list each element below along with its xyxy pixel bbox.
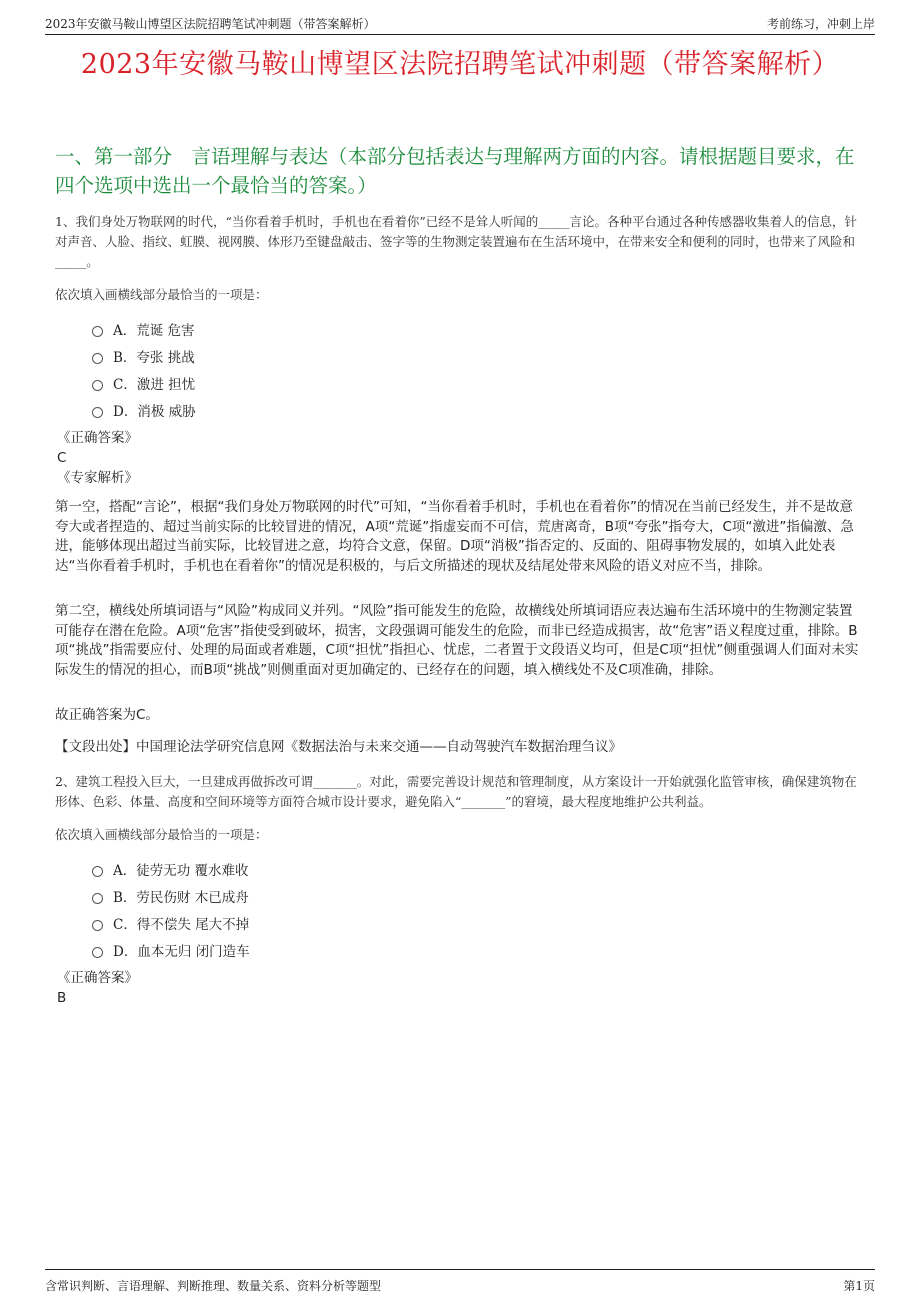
page-footer [45,1269,875,1294]
radio-icon[interactable] [92,920,103,931]
question-1-instruction: 依次填入画横线部分最恰当的一项是： [55,287,268,302]
radio-icon[interactable] [92,947,103,958]
footer-page-number: 第1页 [843,1279,875,1293]
footer-left-text: 含常识判断、言语理解、判断推理、数量关系、资料分析等题型 [45,1279,382,1293]
radio-icon[interactable] [92,866,103,877]
radio-icon[interactable] [92,326,103,337]
option-label: B．劳民伤财 木已成舟 [113,889,249,906]
question-2-option-d[interactable] [92,936,250,963]
option-label: A．徒劳无功 覆水难收 [113,862,249,879]
answer-label: 《正确答案》 [57,430,138,446]
answer-value: B [57,990,67,1006]
header-left-title: 2023年安徽马鞍山博望区法院招聘笔试冲刺题（带答案解析） [45,17,376,31]
question-2-option-a[interactable] [92,855,250,882]
analysis-paragraph-2: 第二空，横线处所填词语与“风险”构成同义并列。“风险”指可能发生的危险，故横线处所填词语应表达遍布生活环境中的生物测定装置可能存在潜在危险。A项“危害”指使受到破坏，损害，文段强调可能发生的危险，而非已经造成损害，故“危害”语义程度过重，排除。B项“挑战”指需要应付、处理的局面或者难题，C项“担忧”指担心、忧虑，二者置于文段语义均可，但是C项“担忧”侧重强调人们面对未实际发生的情况的担心，而B项“挑战”则侧重面对更加确定的、已经存在的问题，填入横线处不及C项准确，排除。 [55,603,859,678]
question-1-options [92,315,196,423]
question-1-text: 1、我们身处万物联网的时代，“当你看着手机时，手机也在看着你”已经不是耸人听闻的_____言论。各种平台通过各种传感器收集着人的信息，针对声音、人脸、指纹、虹膜、视网膜、体形乃至键盘敲击、签字等的生物测定装置遍布在生活环境中，在带来安全和便利的同时，也带来了风险和_____。 [55,214,857,269]
question-2-answer-block [57,968,138,1008]
analysis-conclusion: 故正确答案为C。 [55,707,159,723]
question-1-option-a[interactable] [92,315,196,342]
radio-icon[interactable] [92,407,103,418]
question-2-options [92,855,250,963]
radio-icon[interactable] [92,353,103,364]
question-1-option-c[interactable] [92,369,196,396]
analysis-paragraph-1: 第一空，搭配“言论”，根据“我们身处万物联网的时代”可知，“当你看着手机时，手机也在看着你”的情况在当前已经发生，并不是故意夸大或者捏造的、超过当前实际的比较冒进的情况，A项“荒诞”指虚妄而不可信，荒唐离奇，B项“夸张”指夸大，C项“激进”指偏激、急进，能够体现出超过当前实际，比较冒进之意，均符合文意，保留。D项“消极”指否定的、反面的、阻碍事物发展的，如填入此处表达“当你看着手机时，手机也在看着你”的情况是积极的，与后文所描述的现状及结尾处带来风险的语义对应不当，排除。 [55,499,854,574]
answer-label: 《正确答案》 [57,970,138,986]
option-label: D．消极 威胁 [113,403,196,420]
header-right-slogan: 考前练习，冲刺上岸 [766,17,875,31]
source-citation: 【文段出处】中国理论法学研究信息网《数据法治与未来交通——自动驾驶汽车数据治理刍议》 [55,739,622,755]
question-1-answer-block [57,428,138,488]
radio-icon[interactable] [92,893,103,904]
document-title: 2023年安徽马鞍山博望区法院招聘笔试冲刺题（带答案解析） [80,49,840,80]
option-label: C．激进 担忧 [113,376,196,393]
question-2-instruction: 依次填入画横线部分最恰当的一项是： [55,827,268,842]
question-1-option-d[interactable] [92,396,196,423]
answer-value: C [57,450,67,466]
question-1-option-b[interactable] [92,342,196,369]
option-label: A．荒诞 危害 [113,322,195,339]
question-2-option-b[interactable] [92,882,250,909]
question-2-option-c[interactable] [92,909,250,936]
question-2-text: 2、建筑工程投入巨大，一旦建成再做拆改可谓_______。对此，需要完善设计规范和管理制度，从方案设计一开始就强化监管审核，确保建筑物在形体、色彩、体量、高度和空间环境等方面符合城市设计要求，避免陷入“_______”的窘境，最大程度地维护公共利益。 [55,774,857,809]
radio-icon[interactable] [92,380,103,391]
page-header [45,10,875,35]
option-label: C．得不偿失 尾大不掉 [113,916,250,933]
section-heading: 一、第一部分 言语理解与表达（本部分包括表达与理解两方面的内容。请根据题目要求，在四个选项中选出一个最恰当的答案。） [55,145,855,197]
analysis-label: 《专家解析》 [57,470,138,486]
option-label: B．夸张 挑战 [113,349,195,366]
option-label: D．血本无归 闭门造车 [113,943,250,960]
